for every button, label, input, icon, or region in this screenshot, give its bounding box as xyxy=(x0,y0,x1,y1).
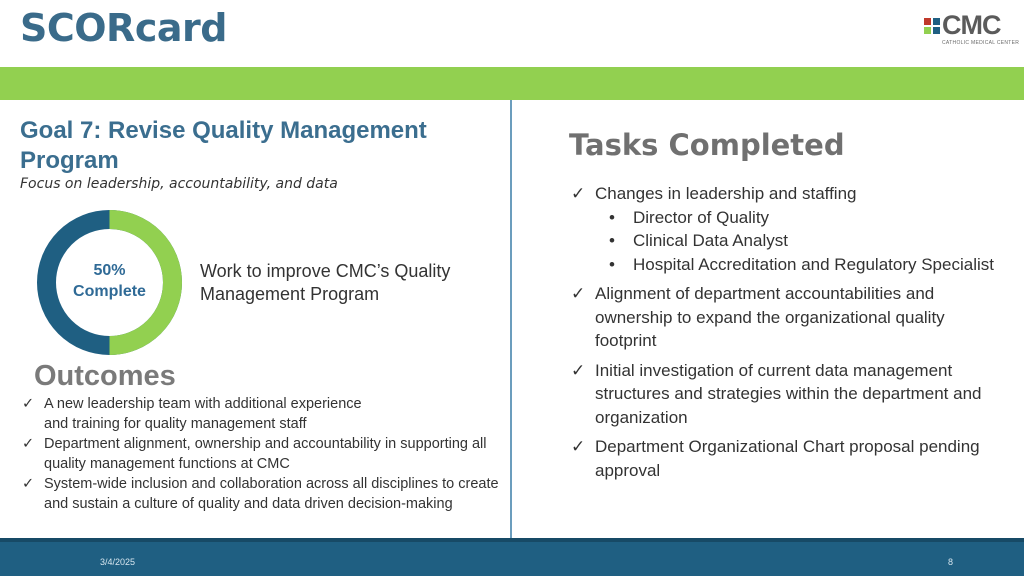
check-icon: ✓ xyxy=(571,360,586,380)
check-icon: ✓ xyxy=(22,396,35,412)
task-item xyxy=(571,435,1001,482)
task-subitem: • Director of Quality xyxy=(595,206,1001,230)
check-icon: ✓ xyxy=(22,436,35,452)
outcomes-heading: Outcomes xyxy=(34,360,176,392)
logo-brand: CMC xyxy=(942,10,1001,40)
check-icon: ✓ xyxy=(571,284,586,303)
bullet-icon: • xyxy=(609,254,615,274)
progress-percent-text: 50% xyxy=(93,262,126,279)
cmc-logo xyxy=(924,10,1020,48)
tasks-heading: Tasks Completed xyxy=(569,128,845,162)
task-item xyxy=(571,182,1001,276)
task-subitems xyxy=(595,206,1001,277)
logo-mark-icon xyxy=(924,18,940,34)
footer-date: 3/4/2025 xyxy=(100,557,136,567)
outcomes-list xyxy=(20,394,510,514)
footer-bar xyxy=(0,538,1024,576)
accent-band xyxy=(0,67,1024,100)
logo-tagline: CATHOLIC MEDICAL CENTER xyxy=(942,40,1020,46)
outcome-item xyxy=(20,394,510,434)
outcome-item xyxy=(20,474,510,514)
task-text: Department Organizational Chart proposal pending approval xyxy=(595,437,980,480)
progress-label xyxy=(37,260,182,302)
check-icon: ✓ xyxy=(22,476,35,492)
goal-title: Goal 7: Revise Quality Management Program xyxy=(20,117,427,174)
task-item xyxy=(571,282,1001,353)
bullet-icon: • xyxy=(609,231,615,250)
task-subitem: • Clinical Data Analyst xyxy=(595,229,1001,253)
check-icon: ✓ xyxy=(571,437,586,456)
task-text: Initial investigation of current data management structures and strategies within the department and organization xyxy=(595,360,982,427)
progress-complete-text: Complete xyxy=(73,283,146,300)
outcome-text: A new leadership team with additional experience and training for quality management staff xyxy=(44,396,362,432)
tasks-list xyxy=(571,182,1001,488)
goal-description: Work to improve CMC’s Quality Management Program xyxy=(200,261,451,304)
slide-title: SCORcard xyxy=(20,6,227,50)
page-number: 8 xyxy=(948,557,954,567)
task-subitem: • Hospital Accreditation and Regulatory Specialist xyxy=(595,253,1001,277)
outcome-text: Department alignment, ownership and accountability in supporting all quality management functions at CMC xyxy=(44,436,487,472)
column-divider xyxy=(510,100,512,538)
task-item xyxy=(571,359,1001,430)
task-text: Changes in leadership and staffing xyxy=(595,184,857,203)
outcome-item xyxy=(20,434,510,474)
check-icon: ✓ xyxy=(571,184,586,203)
outcome-text: System-wide inclusion and collaboration across all disciplines to create and sustain a culture of quality and data driven decision-making xyxy=(44,476,499,512)
goal-subtitle: Focus on leadership, accountability, and data xyxy=(20,176,338,192)
bullet-icon: • xyxy=(609,207,615,227)
task-text: Alignment of department accountabilities and ownership to expand the organizational quality footprint xyxy=(595,284,945,350)
